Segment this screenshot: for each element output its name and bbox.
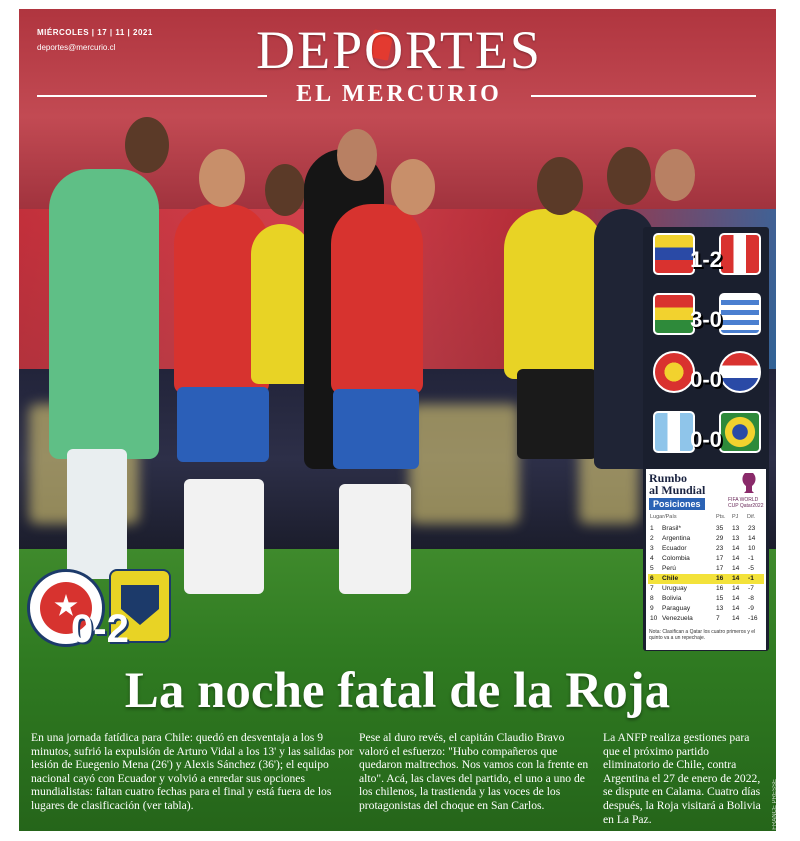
newspaper-name: EL MERCURIO — [296, 81, 502, 107]
match-score: 3-0 — [690, 307, 722, 332]
table-row: 5 Perú 17 14 -5 — [650, 565, 754, 572]
player-head — [125, 117, 169, 173]
chile-player-shirt — [331, 204, 423, 394]
standings-title — [649, 472, 705, 496]
article-column-2: Pese al duro revés, el capitán Claudio Bravo valoró el esfuerzo: "Hubo compañeros que quedaron maltrechos. Nos vamos con la frente en alto". Acá, las claves del partido, el uno a uno de los chilenos, la trastienda y las voces de los protagonistas del choque en San Carlos. — [359, 731, 589, 812]
match-score: 1-2 — [690, 247, 722, 272]
header-pts: Pts. — [716, 514, 726, 520]
ecuador-player-shirt — [251, 224, 311, 384]
masthead-rule — [531, 95, 756, 97]
header-pj: PJ — [732, 514, 739, 520]
section-email[interactable]: deportes@mercurio.cl — [37, 43, 116, 52]
chile-player-socks — [184, 479, 264, 594]
goalkeeper-figure — [49, 169, 159, 459]
player-head — [391, 159, 435, 215]
ecuador-player-shirt — [504, 209, 604, 379]
headline: La noche fatal de la Roja — [124, 663, 671, 719]
masthead-rule — [37, 95, 267, 97]
photo-credit: FRANCE PRESSE — [772, 779, 778, 830]
main-score: 0-2 — [71, 607, 129, 651]
world-cup-label: FIFA WORLD CUP Qatar2022 — [728, 497, 764, 509]
goalkeeper-socks — [67, 449, 127, 579]
table-row: 10 Venezuela 7 14 -16 — [650, 615, 758, 622]
date-number: 17 — [97, 28, 108, 37]
player-head — [265, 164, 305, 216]
section-title: DEPORTES — [256, 20, 542, 80]
standings-title-line1: Rumbo — [649, 471, 688, 485]
player-head — [199, 149, 245, 207]
led-light — [409, 404, 519, 524]
article-column-3: La ANFP realiza gestiones para que el próximo partido eliminatorio de Chile, contra Argentina el 27 de enero de 2022, se dispute en Calama. Cuatro días después, la Roja visitará a Bolivia en La Paz. — [603, 731, 761, 826]
date-line: MIÉRCOLES | 17 | 11 | 2021 — [37, 28, 153, 37]
table-row: 3 Ecuador 23 14 10 — [650, 545, 756, 552]
referee-head — [337, 129, 377, 181]
table-row: 4 Colombia 17 14 -1 — [650, 555, 754, 562]
header-team: Lugar/País — [650, 514, 677, 520]
table-row: 2 Argentina 29 13 14 — [650, 535, 756, 542]
chile-player-shorts — [333, 389, 419, 469]
player-head — [655, 149, 695, 201]
table-row-highlighted: 6 Chile 16 14 -1 — [648, 574, 764, 584]
tab-positions: Posiciones — [649, 498, 705, 510]
standings-table — [646, 469, 766, 650]
chile-player-shorts — [177, 387, 269, 462]
match-score: 0-0 — [690, 427, 722, 452]
table-row: 8 Bolivia 15 14 -8 — [650, 595, 754, 602]
chile-player-socks — [339, 484, 411, 594]
player-head — [607, 147, 651, 205]
world-cup-trophy-icon — [736, 471, 762, 497]
table-row: 7 Uruguay 16 14 -7 — [650, 585, 754, 592]
date-year: 2021 — [133, 28, 153, 37]
standings-title-line2: al Mundial — [649, 483, 706, 497]
ecuador-player-shorts — [517, 369, 597, 459]
date-month: 11 — [115, 28, 125, 37]
match-score: 0-0 — [690, 367, 722, 392]
date-day: MIÉRCOLES — [37, 28, 90, 37]
article-column-1: En una jornada fatídica para Chile: quedó en desventaja a los 9 minutos, sufrió la expulsión de Arturo Vidal a los 13' y las salidas por lesión de Euegenio Mena (26') y Alexis Sánchez (36'); el equipo nacional cayó con Ecuador y volvió a enredar sus opciones mundialistas: faltan cuatro fechas para el final y está fuera de los lugares de clasificación (ver tabla). — [31, 731, 354, 812]
front-page — [19, 9, 776, 831]
table-note: Nota: Clasifican a Qatar los cuatro primeros y el quinto va a un repechaje. — [649, 629, 756, 641]
table-row: 1 Brasil* 35 13 23 — [650, 525, 756, 532]
player-head — [537, 157, 583, 215]
header-dif: Dif. — [747, 514, 756, 520]
table-row: 9 Paraguay 13 14 -9 — [650, 605, 754, 612]
scores-sidebar — [643, 227, 769, 651]
